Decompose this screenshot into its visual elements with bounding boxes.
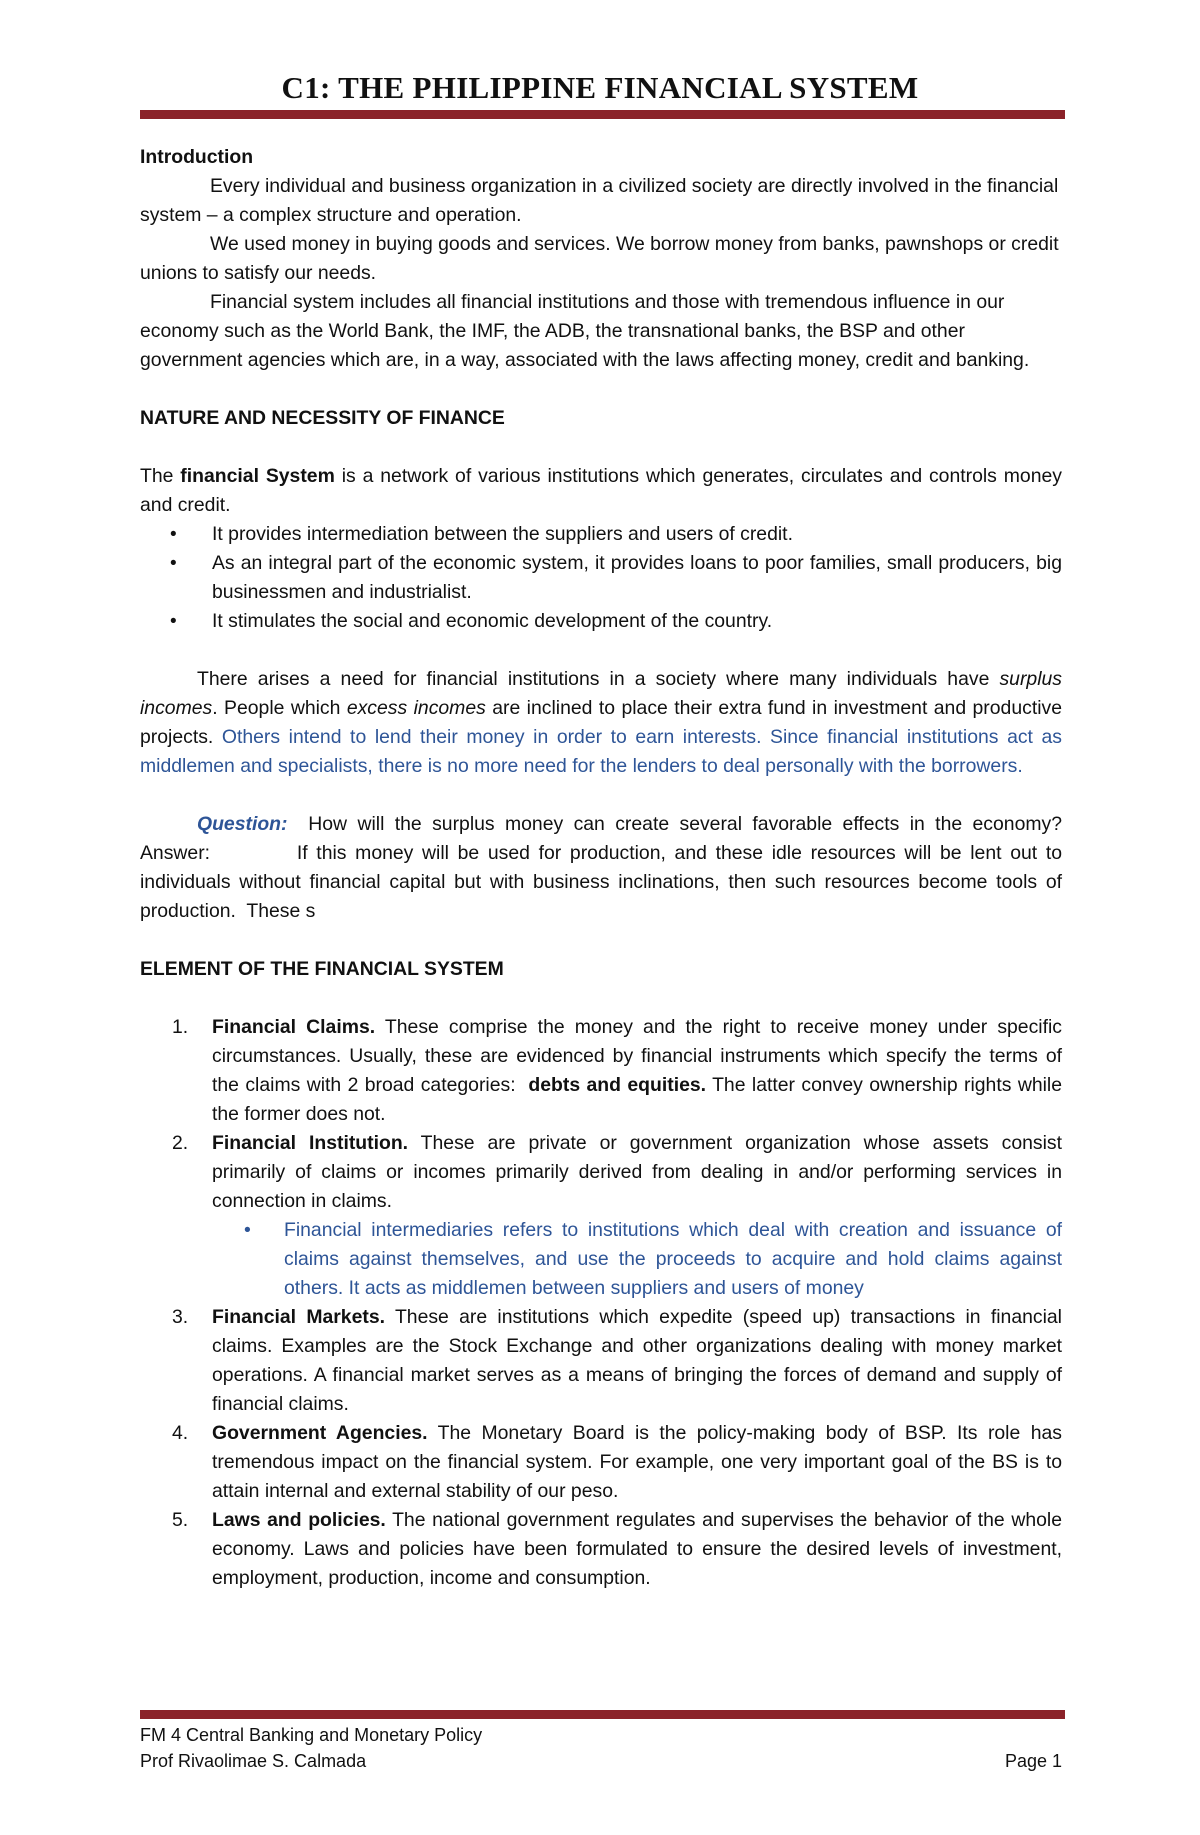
list-item — [140, 1303, 1062, 1419]
bullet-text: It provides intermediation between the suppliers and users of credit. — [212, 523, 793, 545]
chapter-title: C1: THE PHILIPPINE FINANCIAL SYSTEM — [281, 70, 919, 105]
list-item — [212, 1216, 1062, 1303]
item-number: 5. — [172, 1509, 189, 1531]
item-number: 2. — [172, 1132, 189, 1154]
financial-system-definition — [140, 462, 1062, 520]
definition-pre: The — [140, 465, 181, 487]
bullet-icon: • — [170, 611, 177, 632]
header-rule — [140, 110, 1065, 119]
sub-bullet-list — [212, 1216, 1062, 1303]
bullet-text: It stimulates the social and economic development of the country. — [212, 610, 773, 632]
elements-list — [140, 1013, 1068, 1593]
surplus-text-e: are inclined to place their extra fund in investment and productive projects. — [140, 697, 1062, 748]
bullet-text: As an integral part of the economic system, it provides loans to poor families, small producers, big businessmen and industrialist. — [212, 552, 1062, 603]
list-item — [140, 520, 1062, 549]
question-text: How will the surplus money can create several favorable effects in the economy? Answer: If this money will be used for production, and these idle resources will be lent out to individuals without financial capital but with business inclinations, then such resources become tools of production. These s — [140, 813, 1084, 922]
list-item — [140, 1419, 1062, 1506]
nature-heading: NATURE AND NECESSITY OF FINANCE — [140, 407, 505, 429]
bullet-icon: • — [170, 553, 177, 574]
item-number: 1. — [172, 1016, 189, 1038]
sub-bullet-text: Financial intermediaries refers to institutions which deal with creation and issuance of claims against themselves, and use the proceeds to acquire and hold claims against others. It acts as middlemen between suppliers and users of money — [284, 1219, 1062, 1299]
item-text: The national government regulates and supervises the behavior of the whole economy. Laws and policies have been formulated to ensure the desired levels of investment, employment, production, income and consumption. — [212, 1509, 1062, 1589]
item-title: Financial Institution. — [212, 1132, 409, 1154]
intro-paragraph-2: We used money in buying goods and services. We borrow money from banks, pawnshops or credit unions to satisfy our needs. — [140, 233, 1059, 284]
list-item — [140, 1013, 1068, 1129]
surplus-paragraph — [140, 665, 1062, 781]
page-content — [140, 143, 1084, 1593]
surplus-emphasis-2: excess incomes — [346, 697, 486, 719]
nature-bullet-list — [140, 520, 1062, 636]
question-paragraph — [140, 810, 1084, 926]
definition-post: is a network of various institutions which generates, circulates and controls money and credit. — [140, 465, 1062, 516]
item-emphasis: debts and equities. — [528, 1074, 707, 1096]
page-number: Page 1 — [1004, 1751, 1062, 1771]
item-text: These are private or government organization whose assets consist primarily of claims or incomes primarily derived from dealing in and/or performing services in connection in claims. — [212, 1132, 1062, 1212]
item-text: The Monetary Board is the policy-making body of BSP. Its role has tremendous impact on the financial system. For example, one very important goal of the BS is to attain internal and external stability of our peso. — [212, 1422, 1062, 1502]
item-text: These are institutions which expedite (speed up) transactions in financial claims. Examples are the Stock Exchange and other organizations dealing with money market operations. A financial market serves as a means of bringing the forces of demand and supply of financial claims. — [212, 1306, 1062, 1415]
surplus-highlight: Others intend to lend their money in order to earn interests. Since financial institutions act as middlemen and specialists, there is no more need for the lenders to deal personally with the borrowers. — [140, 726, 1062, 777]
surplus-text-a: There arises a need for financial institutions in a society where many individuals have — [197, 668, 1000, 690]
bullet-icon: • — [244, 1219, 251, 1241]
item-number: 4. — [172, 1422, 189, 1444]
item-text: The latter convey ownership rights while the former does not. — [212, 1074, 1063, 1125]
item-title: Financial Markets. — [212, 1306, 386, 1328]
intro-paragraph-1: Every individual and business organization in a civilized society are directly involved in the financial system – a complex structure and operation. — [140, 175, 1059, 226]
surplus-emphasis-1: surplus incomes — [140, 668, 1062, 719]
list-item — [140, 549, 1062, 607]
page-footer — [140, 1722, 1062, 1774]
list-item — [140, 607, 1062, 636]
footer-rule — [140, 1710, 1065, 1719]
definition-term: financial System — [180, 465, 335, 487]
introduction-heading: Introduction — [140, 146, 254, 168]
item-number: 3. — [172, 1306, 189, 1328]
bullet-icon: • — [170, 524, 177, 545]
question-label: Question: — [197, 813, 288, 835]
item-text: These comprise the money and the right to receive money under specific circumstances. Usually, these are evidenced by financial instruments which specify the terms of the claims with 2 broad categories: — [212, 1016, 1068, 1096]
elements-heading: ELEMENT OF THE FINANCIAL SYSTEM — [140, 958, 504, 980]
list-item — [140, 1129, 1062, 1303]
intro-paragraph-3: Financial system includes all financial institutions and those with tremendous influence in our economy such as the World Bank, the IMF, the ADB, the transnational banks, the BSP and other government agencies which are, in a way, associated with the laws affecting money, credit and banking. — [140, 291, 1030, 371]
surplus-text-c: . People which — [212, 697, 347, 719]
item-title: Government Agencies. — [212, 1422, 428, 1444]
footer-author: Prof Rivaolimae S. Calmada — [140, 1751, 367, 1771]
item-title: Financial Claims. — [212, 1016, 376, 1038]
item-title: Laws and policies. — [212, 1509, 386, 1531]
footer-course: FM 4 Central Banking and Monetary Policy — [140, 1725, 483, 1745]
list-item — [140, 1506, 1062, 1593]
